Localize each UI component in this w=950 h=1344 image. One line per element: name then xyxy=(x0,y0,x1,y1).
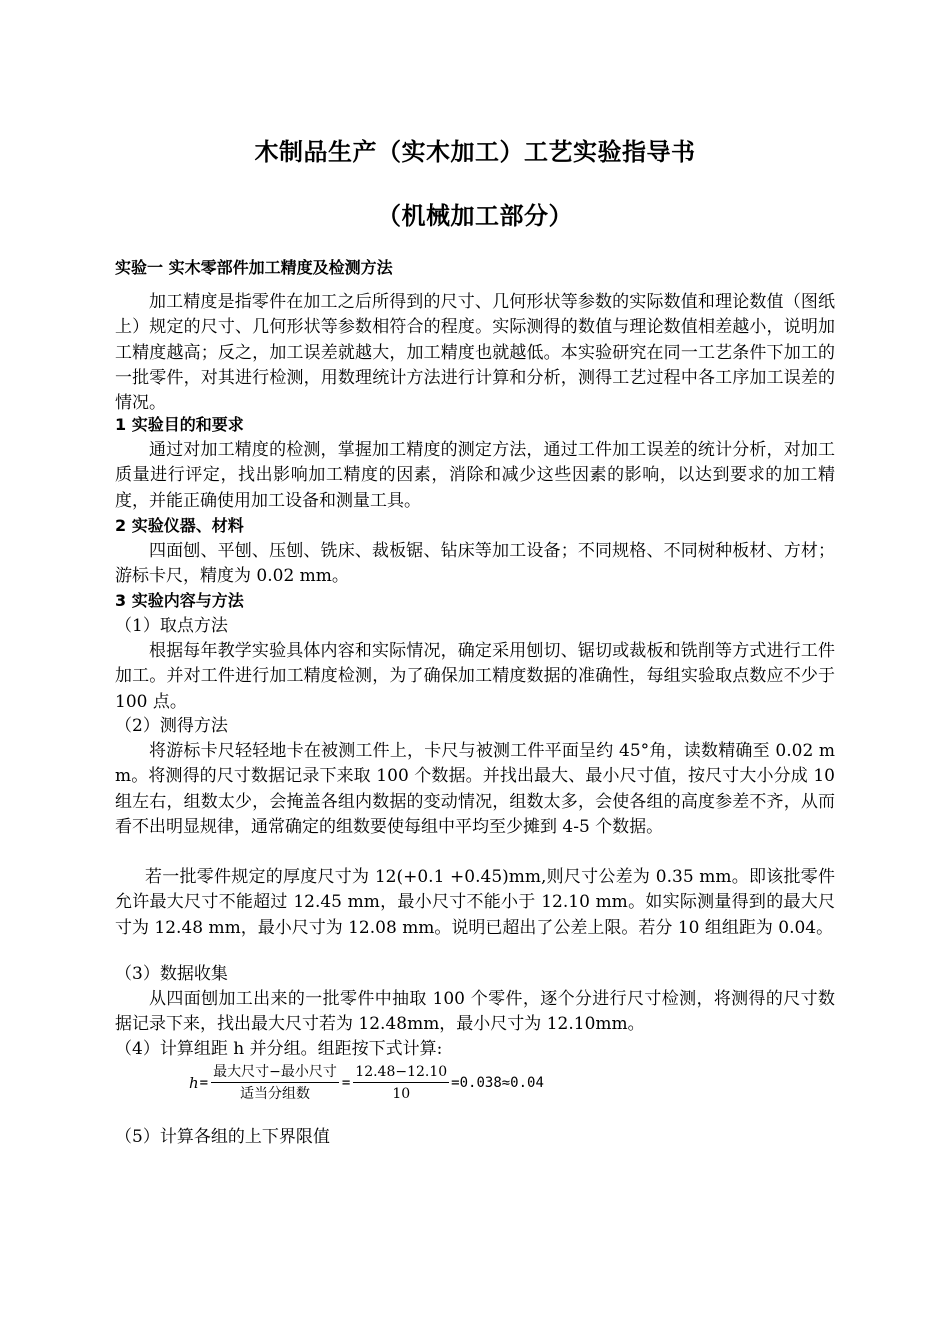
sub2-label: （2）测得方法 xyxy=(115,716,228,736)
sub1-paragraph: 根据每年教学实验具体内容和实际情况，确定采用刨切、锯切或裁板和铣削等方式进行工件加工。并对工件进行加工精度检测，为了确保加工精度数据的准确性，每组实验取点数应不少于 100 点。 xyxy=(115,641,835,712)
sub3-paragraph: 从四面刨加工出来的一批零件中抽取 100 个零件，逐个分进行尺寸检测，将测得的尺寸数据记录下来，找出最大尺寸若为 12.48mm，最小尺寸为 12.10mm。 xyxy=(115,989,835,1035)
formula-fraction-2-numerator: 12.48−12.10 xyxy=(353,1063,449,1083)
section2-paragraph: 四面刨、平刨、压刨、铣床、裁板锯、钻床等加工设备；不同规格、不同树种板材、方材；游标卡尺，精度为 0.02 mm。 xyxy=(115,541,835,587)
sub4-label: （4）计算组距 h 并分组。组距按下式计算: xyxy=(115,1039,443,1059)
sub1-label: （1）取点方法 xyxy=(115,616,228,636)
formula-fraction-1 xyxy=(211,1063,339,1103)
document-title: 木制品生产（实木加工）工艺实验指导书 xyxy=(254,138,696,166)
experiment-heading: 实验一 实木零部件加工精度及检测方法 xyxy=(115,258,393,277)
sub2-example-paragraph: 若一批零件规定的厚度尺寸为 12(+0.1 +0.45)mm,则尺寸公差为 0.35 mm。即该批零件允许最大尺寸不能超过 12.45 mm，最小尺寸不能小于 12.10 mm。如实际测量得到的最大尺寸为 12.48 mm，最小尺寸为 12.08 mm。说明已超出了公差上限。若分 10 组组距为 0.04。 xyxy=(115,867,835,938)
formula-fraction-1-denominator: 适当分组数 xyxy=(239,1086,310,1102)
formula-lhs: h xyxy=(189,1074,199,1092)
formula-fraction-2-denominator: 10 xyxy=(392,1086,411,1102)
section2-heading: 2 实验仪器、材料 xyxy=(115,516,244,535)
section3-heading: 3 实验内容与方法 xyxy=(115,591,244,610)
sub3-label: （3）数据收集 xyxy=(115,964,228,984)
formula-fraction-2 xyxy=(353,1063,449,1103)
section1-heading: 1 实验目的和要求 xyxy=(115,415,244,434)
formula-result: =0.038≈0.04 xyxy=(451,1075,544,1091)
group-interval-formula xyxy=(189,1060,544,1106)
section1-paragraph: 通过对加工精度的检测，掌握加工精度的测定方法，通过工件加工误差的统计分析，对加工质量进行评定，找出影响加工精度的因素，消除和减少这些因素的影响，以达到要求的加工精度，并能正确使用加工设备和测量工具。 xyxy=(115,440,835,511)
sub5-label: （5）计算各组的上下界限值 xyxy=(115,1127,330,1147)
intro-paragraph: 加工精度是指零件在加工之后所得到的尺寸、几何形状等参数的实际数值和理论数值（图纸上）规定的尺寸、几何形状等参数相符合的程度。实际测得的数值与理论数值相差越小，说明加工精度越高；反之，加工误差就越大，加工精度也就越低。本实验研究在同一工艺条件下加工的一批零件，对其进行检测，用数理统计方法进行计算和分析，测得工艺过程中各工序加工误差的情况。 xyxy=(115,292,835,414)
document-subtitle: （机械加工部分） xyxy=(377,202,573,230)
formula-equals-2: = xyxy=(341,1075,351,1091)
formula-equals-1: = xyxy=(199,1075,209,1091)
formula-fraction-1-numerator: 最大尺寸−最小尺寸 xyxy=(211,1063,339,1083)
sub2-paragraph: 将游标卡尺轻轻地卡在被测工件上，卡尺与被测工件平面呈约 45°角，读数精确至 0.02 mm。将测得的尺寸数据记录下来取 100 个数据。并找出最大、最小尺寸值，按尺寸大小分成 10 组左右，组数太少，会掩盖各组内数据的变动情况，组数太多，会使各组的高度参差不齐，从而看不出明显规律，通常确定的组数要使每组中平均至少摊到 4-5 个数据。 xyxy=(115,741,835,837)
